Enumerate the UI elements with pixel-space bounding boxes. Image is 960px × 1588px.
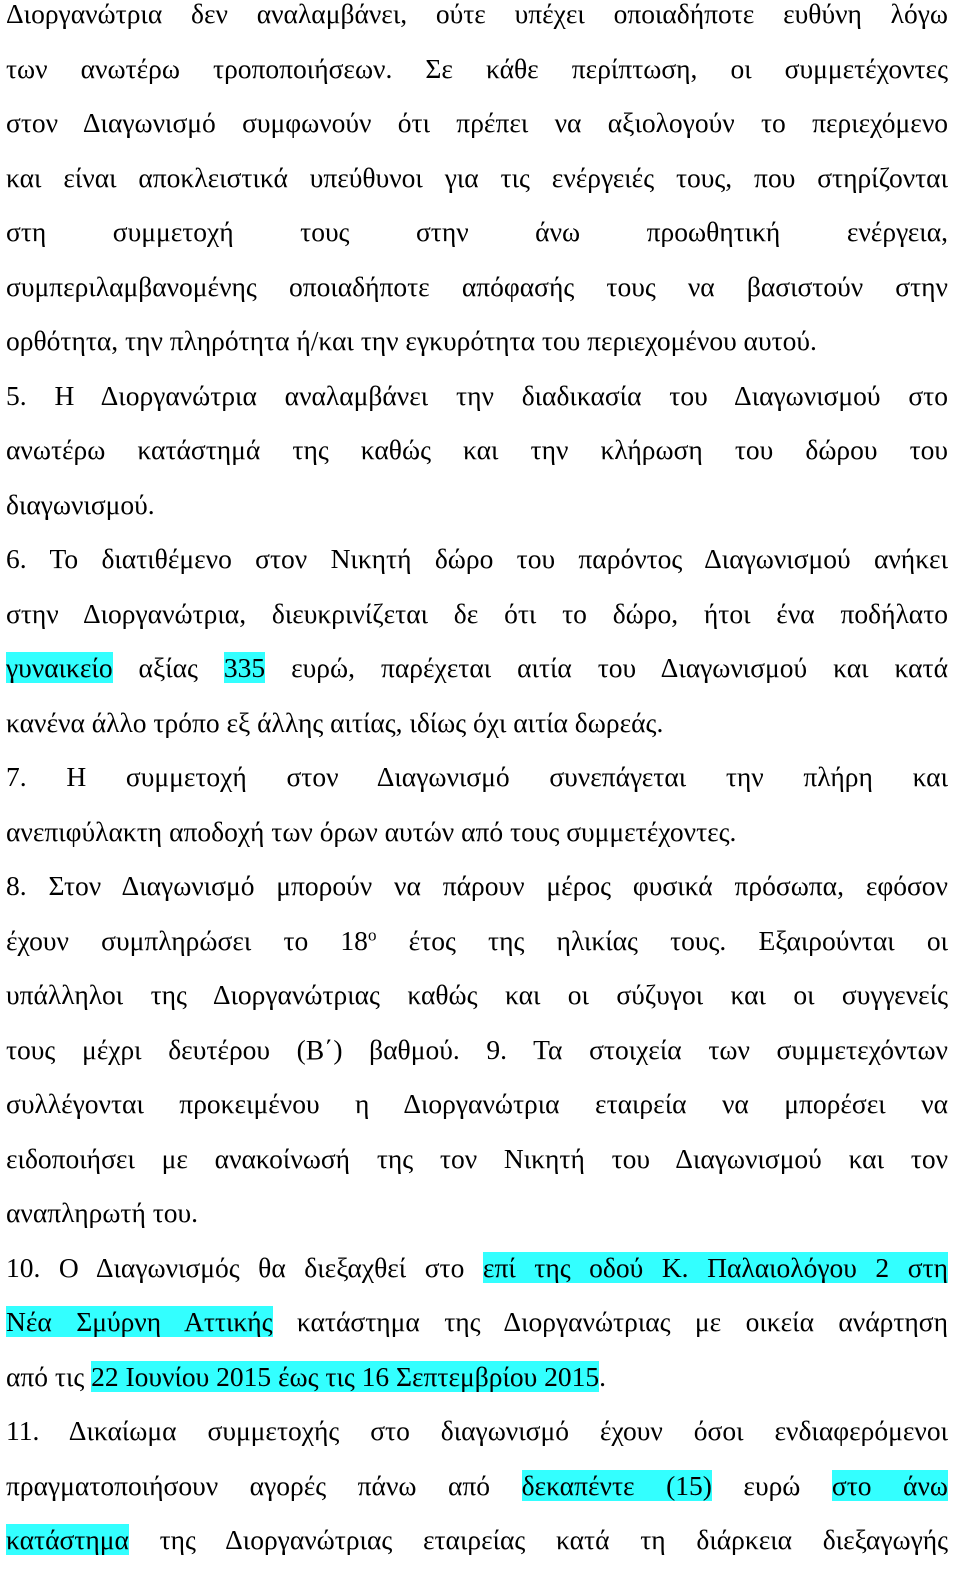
text-run: 10. Ο Διαγωνισμός θα διεξαχθεί στο	[6, 1252, 483, 1283]
text-line: των ανωτέρω τροποποιήσεων. Σε κάθε περίπτωση, οι συμμετέχοντες	[6, 53, 948, 84]
text-run: έτος της ηλικίας τους. Εξαιρούνται οι	[376, 925, 948, 956]
text-line: ανεπιφύλακτη αποδοχή των όρων αυτών από τους συμμετέχοντες.	[6, 816, 737, 847]
text-run: έχουν συμπληρώσει το 18	[6, 925, 368, 956]
text-run: κατάστημα της Διοργανώτριας με οικεία ανάρτηση	[272, 1306, 948, 1337]
text-line: αναπληρωτή του.	[6, 1197, 199, 1228]
text-line	[6, 921, 948, 961]
text-line: τους μέχρι δευτέρου (Β΄) βαθμού. 9. Τα στοιχεία των συμμετεχόντων	[6, 1034, 948, 1065]
ordinal-superscript: ο	[367, 925, 377, 945]
text-run: της Διοργανώτριας εταιρείας κατά τη διάρκεια διεξαγωγής	[128, 1524, 948, 1555]
text-line	[6, 1520, 948, 1560]
text-line: διαγωνισμού.	[6, 489, 155, 520]
section-11-line: 11. Δικαίωμα συμμετοχής στο διαγωνισμό έχουν όσοι ενδιαφερόμενοι	[6, 1415, 948, 1446]
text-line: υπάλληλοι της Διοργανώτριας καθώς και οι σύζυγοι και οι συγγενείς	[6, 979, 948, 1010]
text-line	[6, 1357, 948, 1397]
text-run: ευρώ	[711, 1470, 832, 1501]
text-line: ειδοποιήσει με ανακοίνωσή της τον Νικητή του Διαγωνισμού και τον	[6, 1143, 948, 1174]
highlight-dates: 22 Ιουνίου 2015 έως τις 16 Σεπτεμβρίου 2015	[91, 1361, 600, 1392]
section-7-line: 7. Η συμμετοχή στον Διαγωνισμό συνεπάγεται την πλήρη και	[6, 761, 948, 792]
highlight-prize-type: γυναικείο	[6, 652, 113, 683]
text-line	[6, 1302, 948, 1342]
text-line: ορθότητα, την πληρότητα ή/και την εγκυρότητα του περιεχομένου αυτού.	[6, 325, 817, 356]
text-line: στον Διαγωνισμό συμφωνούν ότι πρέπει να αξιολογούν το περιεχόμενο	[6, 107, 948, 138]
text-run: πραγματοποιήσουν αγορές πάνω από	[6, 1470, 522, 1501]
highlight-prize-value: 335	[223, 652, 266, 683]
section-10-line	[6, 1248, 948, 1288]
text-run: από τις	[6, 1361, 92, 1392]
text-line: κανένα άλλο τρόπο εξ άλλης αιτίας, ιδίως όχι αιτία δωρεάς.	[6, 707, 664, 738]
section-5-line: 5. Η Διοργανώτρια αναλαμβάνει την διαδικασία του Διαγωνισμού στο	[6, 380, 948, 411]
section-6-line: 6. Το διατιθέμενο στον Νικητή δώρο του παρόντος Διαγωνισμού ανήκει	[6, 543, 948, 574]
text-line: συλλέγονται προκειμένου η Διοργανώτρια εταιρεία να μπορέσει να	[6, 1088, 948, 1119]
text-line	[6, 1466, 948, 1506]
highlight-store: στο άνω	[831, 1470, 948, 1501]
section-8-line: 8. Στον Διαγωνισμό μπορούν να πάρουν μέρος φυσικά πρόσωπα, εφόσον	[6, 870, 948, 901]
text-run: αξίας	[112, 652, 224, 683]
text-line: ανωτέρω κατάστημά της καθώς και την κλήρωση του δώρου του	[6, 434, 948, 465]
highlight-address: επί της οδού Κ. Παλαιολόγου 2 στη	[482, 1252, 948, 1283]
text-line: Διοργανώτρια δεν αναλαμβάνει, ούτε υπέχει οποιαδήποτε ευθύνη λόγω	[6, 0, 948, 29]
text-line: συμπεριλαμβανομένης οποιαδήποτε απόφασής τους να βασιστούν στην	[6, 271, 948, 302]
highlight-location: Νέα Σμύρνη Αττικής	[6, 1306, 273, 1337]
text-run: ευρώ, παρέχεται αιτία του Διαγωνισμού και κατά	[265, 652, 948, 683]
text-run: .	[599, 1361, 607, 1392]
text-line: στη συμμετοχή τους στην άνω προωθητική ενέργεια,	[6, 216, 948, 247]
text-line	[6, 648, 948, 688]
highlight-store: κατάστημα	[6, 1524, 129, 1555]
text-line: στην Διοργανώτρια, διευκρινίζεται δε ότι το δώρο, ήτοι ένα ποδήλατο	[6, 598, 948, 629]
highlight-min-amount: δεκαπέντε (15)	[521, 1470, 712, 1501]
text-line: και είναι αποκλειστικά υπεύθυνοι για τις ενέργειές τους, που στηρίζονται	[6, 162, 948, 193]
